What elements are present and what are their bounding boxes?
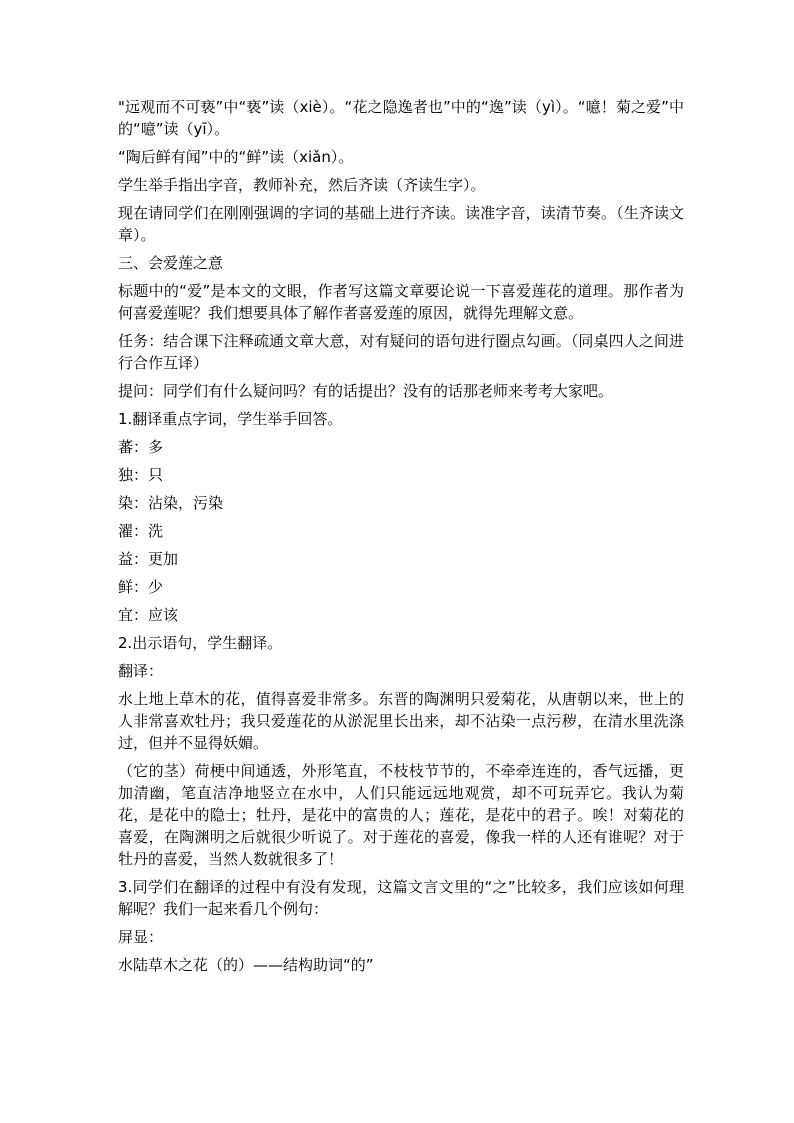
list-item-step-1: 1.翻译重点字词，学生举手回答。 bbox=[118, 410, 343, 428]
vocab-item: 鲜：少 bbox=[118, 578, 164, 596]
vocab-item: 蕃：多 bbox=[118, 438, 164, 456]
vocab-item: 濯：洗 bbox=[118, 522, 164, 540]
screen-display-label: 屏显： bbox=[118, 928, 164, 946]
document-page bbox=[118, 96, 684, 982]
paragraph-question: 提问：同学们有什么疑问吗？有的话提出？没有的话那老师来考考大家吧。 bbox=[118, 382, 614, 400]
vocab-item: 染：沾染，污染 bbox=[118, 494, 224, 512]
section-heading: 三、会爱莲之意 bbox=[118, 254, 224, 272]
vocab-item: 益：更加 bbox=[118, 550, 179, 568]
paragraph-read-aloud: 学生举手指出字音，教师补充，然后齐读（齐读生字）。 bbox=[118, 176, 486, 194]
translation-paragraph-1: 水上地上草木的花，值得喜爱非常多。东晋的陶渊明只爱菊花，从唐朝以来，世上的人非常喜欢牡丹；我只爱莲花的从淤泥里长出来，却不沾染一点污秽，在清水里洗涤过，但并不显得妖媚。 bbox=[118, 690, 684, 752]
paragraph-title-analysis: 标题中的“爱”是本文的文眼，作者写这篇文章要论说一下喜爱莲花的道理。那作者为何喜爱莲呢？我们想要具体了解作者喜爱莲的原因，就得先理解文意。 bbox=[118, 282, 684, 322]
list-item-step-2: 2.出示语句，学生翻译。 bbox=[118, 634, 283, 652]
example-sentence: 水陆草木之花（的）——结构助词“的” bbox=[118, 956, 374, 974]
vocab-item: 宜：应该 bbox=[118, 606, 179, 624]
translation-paragraph-2: （它的茎）荷梗中间通透，外形笔直，不枝枝节节的，不牵牵连连的，香气远播，更加清幽，笔直洁净地竖立在水中，人们只能远远地观赏，却不可玩弄它。我认为菊花，是花中的隐士；牡丹，是花中的富贵的人；莲花，是花中的君子。唉！对菊花的喜爱，在陶渊明之后就很少听说了。对于莲花的喜爱，像我一样的人还有谁呢？对于牡丹的喜爱，当然人数就很多了！ bbox=[118, 762, 684, 868]
paragraph-pronunciation-2: “陶后鲜有闻”中的“鲜”读（xiǎn）。 bbox=[118, 148, 354, 166]
translation-label: 翻译： bbox=[118, 662, 164, 680]
list-item-step-3: 3.同学们在翻译的过程中有没有发现，这篇文言文里的“之”比较多，我们应该如何理解呢？我们一起来看几个例句： bbox=[118, 878, 684, 918]
vocab-item: 独：只 bbox=[118, 466, 164, 484]
paragraph-task: 任务：结合课下注释疏通文章大意，对有疑问的语句进行圈点勾画。（同桌四人之间进行合作互译） bbox=[118, 332, 684, 372]
paragraph-group-reading: 现在请同学们在刚刚强调的字词的基础上进行齐读。读准字音，读清节奏。（生齐读文章）。 bbox=[118, 204, 684, 244]
paragraph-pronunciation-1: "远观而不可亵”中“亵”读（xiè）。“花之隐逸者也”中的“逸”读（yì）。“噫！菊之爱”中的“噫”读（yī）。 bbox=[118, 98, 684, 138]
